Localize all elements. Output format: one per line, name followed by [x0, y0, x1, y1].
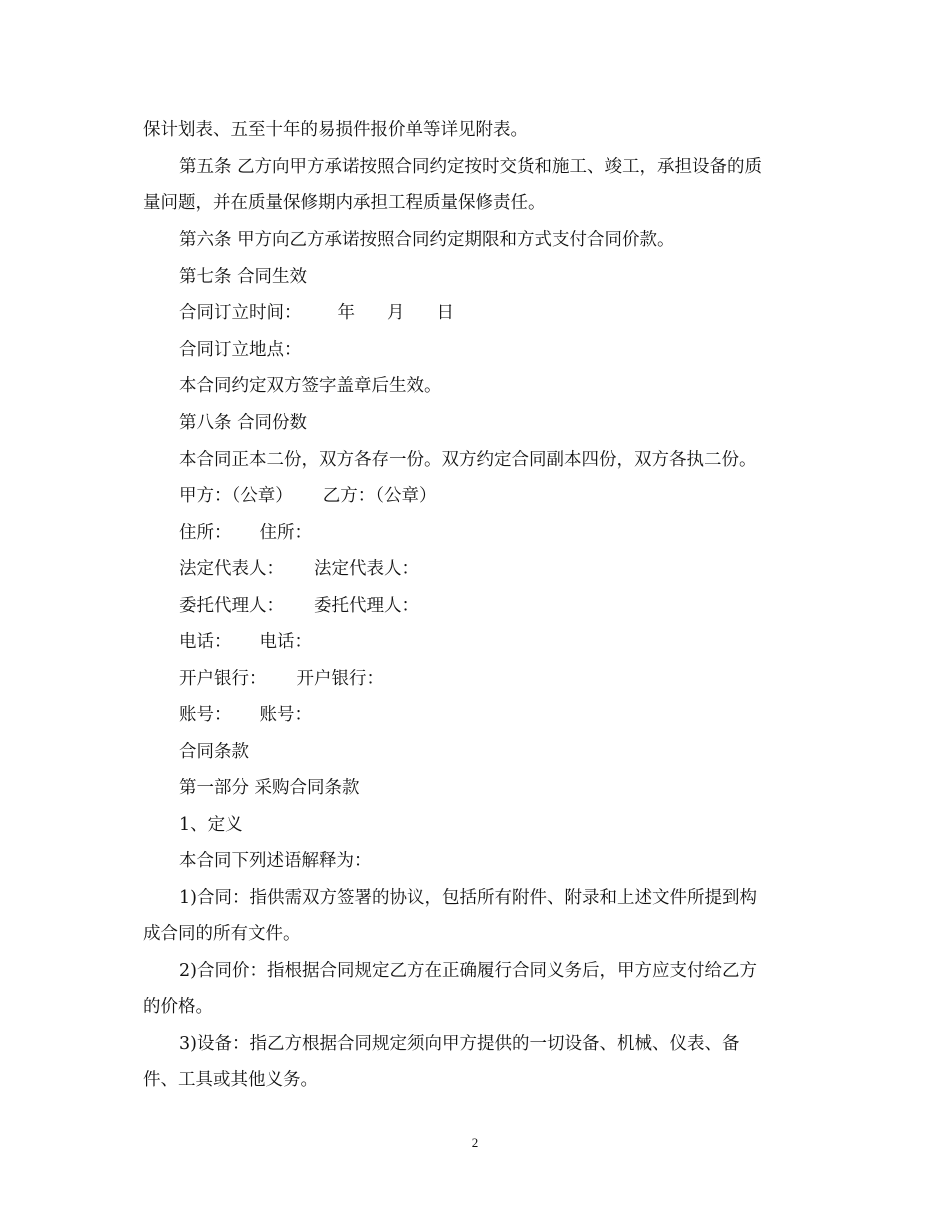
definition-heading: 1、定义 [179, 815, 243, 835]
article-5-line: 量问题，并在质量保修期内承担工程质量保修责任。 [143, 193, 546, 213]
party-a-agent: 委托代理人： [179, 596, 284, 616]
contract-terms-heading: 合同条款 [179, 742, 249, 762]
party-a-bank: 开户银行： [179, 669, 267, 689]
signature-bank-line [179, 667, 384, 691]
signature-phone-line [179, 630, 312, 654]
definition-item-3: 3)设备：指乙方根据合同规定须向甲方提供的一切设备、机械、仪表、备 [179, 1034, 740, 1054]
party-a-seal: 甲方：（公章） [179, 486, 293, 506]
party-b-phone: 电话： [259, 632, 312, 652]
definition-intro: 本合同下列述语解释为： [179, 851, 372, 871]
signature-agent-line [179, 594, 419, 618]
definition-item-1-cont: 成合同的所有文件。 [143, 924, 301, 944]
party-b-address: 住所： [259, 523, 312, 543]
contract-date-day: 日 [436, 303, 454, 323]
definition-item-3-cont: 件、工具或其他义务。 [143, 1070, 318, 1090]
article-7-heading: 第七条 合同生效 [179, 267, 308, 287]
effective-line: 本合同约定双方签字盖章后生效。 [179, 376, 442, 396]
party-a-address: 住所： [179, 523, 232, 543]
party-a-phone: 电话： [179, 632, 232, 652]
paragraph-line: 保计划表、五至十年的易损件报价单等详见附表。 [143, 120, 528, 140]
party-b-bank: 开户银行： [296, 669, 384, 689]
contract-place-line: 合同订立地点： [179, 340, 302, 360]
party-b-seal: 乙方：（公章） [322, 486, 437, 506]
contract-date-year: 年 [337, 303, 355, 323]
copies-line: 本合同正本二份，双方各存一份。双方约定合同副本四份，双方各执二份。 [179, 450, 757, 470]
contract-date-month: 月 [387, 303, 405, 323]
definition-item-2: 2)合同价：指根据合同规定乙方在正确履行合同义务后，甲方应支付给乙方 [179, 961, 757, 981]
party-b-legal-rep: 法定代表人： [314, 559, 419, 579]
party-b-account: 账号： [259, 705, 312, 725]
article-6-line: 第六条 甲方向乙方承诺按照合同约定期限和方式支付合同价款。 [179, 230, 675, 250]
contract-date-label: 合同订立时间： [179, 303, 302, 323]
signature-address-line [179, 521, 312, 545]
party-b-agent: 委托代理人： [314, 596, 419, 616]
article-5-line: 第五条 乙方向甲方承诺按照合同约定按时交货和施工、竣工，承担设备的质 [179, 157, 763, 177]
signature-legal-rep-line [179, 557, 419, 581]
part-one-heading: 第一部分 采购合同条款 [179, 778, 360, 798]
signature-account-line [179, 703, 312, 727]
definition-item-2-cont: 的价格。 [143, 997, 213, 1017]
party-a-account: 账号： [179, 705, 232, 725]
article-8-heading: 第八条 合同份数 [179, 413, 308, 433]
page-number: 2 [471, 1135, 479, 1150]
signature-parties-line [179, 484, 437, 508]
party-a-legal-rep: 法定代表人： [179, 559, 284, 579]
contract-date-line [179, 301, 454, 325]
definition-item-1: 1)合同：指供需双方签署的协议，包括所有附件、附录和上述文件所提到构 [179, 888, 757, 908]
